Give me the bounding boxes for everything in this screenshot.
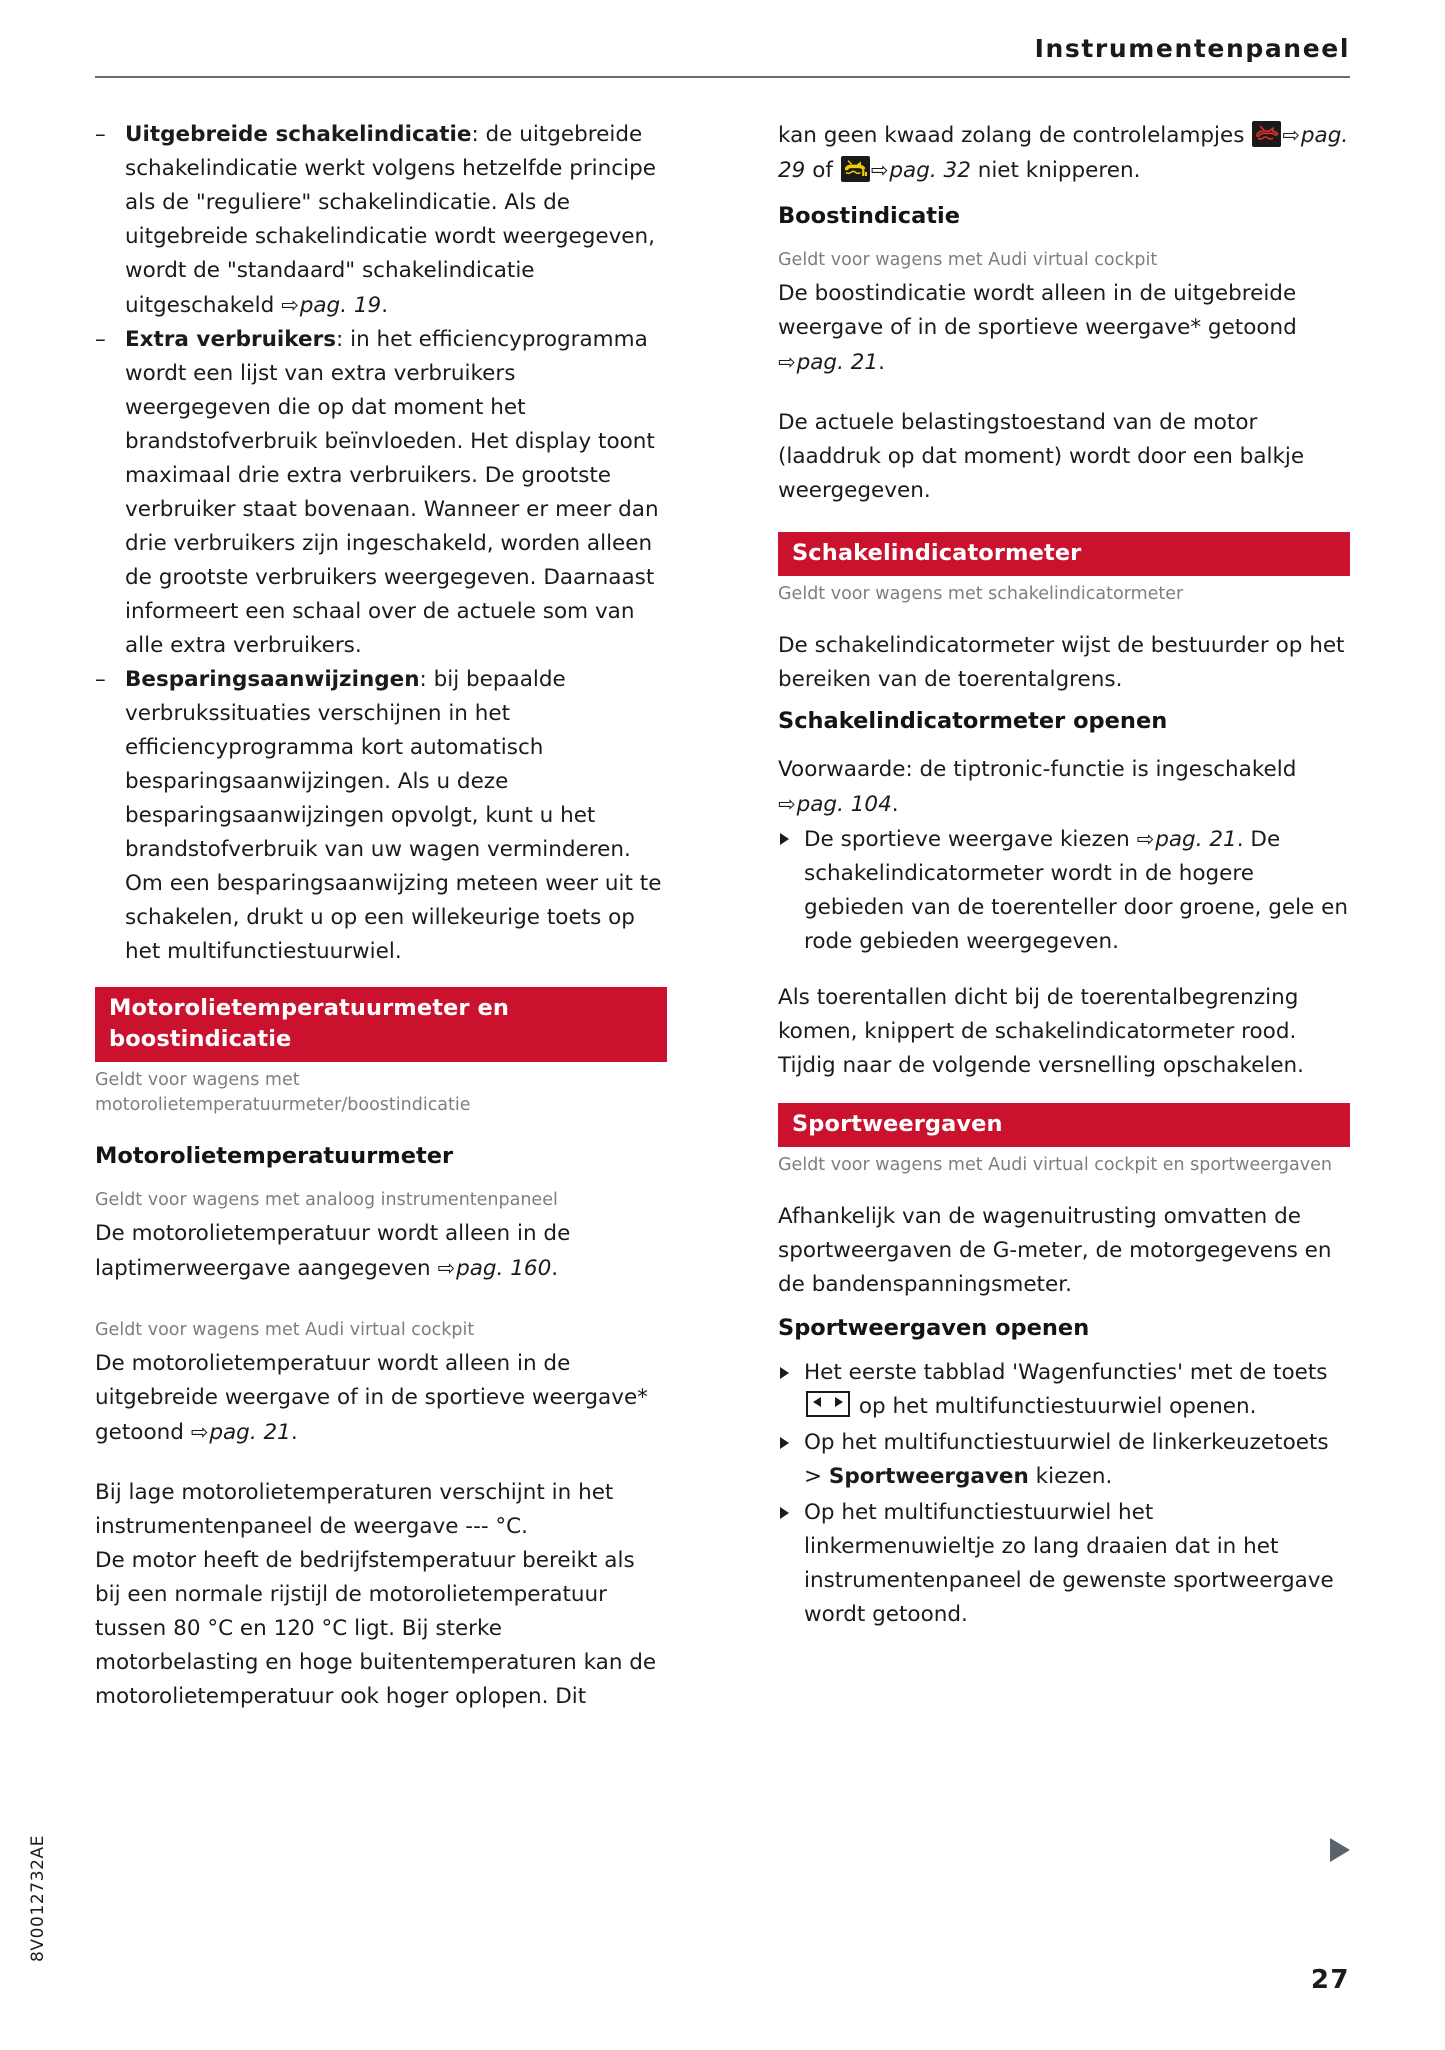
paragraph-text: De motorolietemperatuur wordt alleen in de uitgebreide weergave of in de sportieve weergave* getoond: [95, 1351, 648, 1445]
paragraph: De actuele belastingstoestand van de motor (laaddruk op dat moment) wordt door een balkje weergegeven.: [778, 410, 1305, 503]
continuation-triangle-icon: [1330, 1838, 1350, 1862]
instruction-text: Het eerste tabblad 'Wagenfuncties' met de toets: [804, 1360, 1328, 1385]
triangle-bullet-icon: [780, 1507, 789, 1519]
cross-reference-arrow-icon: ⇨: [437, 1256, 456, 1280]
paragraph-text: niet knipperen.: [970, 158, 1141, 183]
page-reference[interactable]: pag. 19: [299, 293, 382, 318]
section-heading-motorolietemperatuurmeter: Motorolietemperatuurmeter en boostindicatie: [95, 987, 667, 1062]
paragraph-text: De motorolietemperatuur wordt alleen in de laptimerweergave aangegeven: [95, 1221, 571, 1281]
paragraph-text: kan geen kwaad zolang de controlelampjes: [778, 123, 1252, 148]
spacer: [778, 380, 1350, 406]
paragraph-tail: .: [290, 1420, 298, 1445]
page-reference[interactable]: pag. 32: [889, 158, 971, 183]
page-reference[interactable]: pag. 29: [778, 123, 1349, 183]
instruction-tail: op het multifunctiestuurwiel openen.: [852, 1394, 1257, 1419]
paragraph-text: of: [805, 158, 840, 183]
paragraph: [95, 1217, 667, 1286]
page-reference[interactable]: pag. 21: [796, 350, 879, 375]
applies-to-note: Geldt voor wagens met Audi virtual cockpit: [778, 250, 1158, 270]
item-tail: .: [381, 293, 389, 318]
term-label: Uitgebreide schakelindicatie: [125, 122, 472, 147]
paragraph-text: Voorwaarde: de tiptronic-functie is ingeschakeld: [778, 757, 1297, 782]
list-item: [778, 822, 1350, 959]
paragraph-continued: [778, 118, 1350, 188]
oil-can-red-icon: [1252, 121, 1281, 147]
cross-reference-arrow-icon: ⇨: [870, 158, 889, 182]
page-header: [95, 34, 1350, 78]
feature-dash-list: [95, 118, 667, 969]
item-body: : bij bepaalde verbrukssituaties verschijnen in het efficiencyprogramma kort automatisch besparingsaanwijzingen. Als u deze besparingsaanwijzingen opvolgt, kunt u het brandstofverbruik van uw wagen verminderen. Om een besparingsaanwijzing meteen weer uit te schakelen, drukt u op een willekeurige toets op het multifunctiestuurwiel.: [125, 667, 662, 964]
left-column: [95, 118, 667, 1714]
item-body: : in het efficiencyprogramma wordt een lijst van extra verbruikers weergegeven die op dat moment het brandstofverbruik beïnvloeden. Het display toont maximaal drie extra verbruikers. De grootste verbruiker staat bovenaan. Wanneer er meer dan drie verbruikers zijn ingeschakeld, worden alleen de grootste verbruikers weergegeven. Daarnaast informeert een schaal over de actuele som van alle extra verbruikers.: [125, 327, 659, 658]
list-item: [95, 323, 667, 663]
instruction-list: [778, 1356, 1350, 1632]
spacer: [95, 1286, 667, 1312]
subheading-motorolietemperatuurmeter: Motorolietemperatuurmeter: [95, 1143, 454, 1169]
instruction-tail: . De schakelindicatormeter wordt in de hogere gebieden van de toerenteller door groene, gele en rode gebieden weergegeven.: [804, 827, 1348, 954]
list-item: [95, 663, 667, 969]
applies-to-note: Geldt voor wagens met schakelindicatormeter: [778, 584, 1184, 604]
document-part-number: 8V0012732AE: [28, 1834, 48, 1962]
right-arrow-glyph: [835, 1397, 843, 1407]
instruction-tail: kiezen.: [1028, 1464, 1113, 1489]
paragraph-text: De boostindicatie wordt alleen in de uitgebreide weergave of in de sportieve weergave* getoond: [778, 281, 1297, 340]
header-divider: [95, 76, 1350, 78]
list-item: [778, 1496, 1350, 1632]
dash-marker: –: [95, 667, 106, 692]
term-label: Besparingsaanwijzingen: [125, 667, 420, 692]
subheading-schakelindicatormeter-openen: Schakelindicatormeter openen: [778, 708, 1168, 734]
paragraph: [95, 1347, 667, 1450]
paragraph: Als toerentallen dicht bij de toerentalbegrenzing komen, knippert de schakelindicatormeter rood. Tijdig naar de volgende versnelling opschakelen.: [778, 985, 1305, 1078]
cross-reference-arrow-icon: ⇨: [190, 1420, 209, 1444]
dash-marker: –: [95, 327, 106, 352]
paragraph: [778, 753, 1350, 822]
spacer: [95, 1450, 667, 1476]
page-reference[interactable]: pag. 21: [1155, 827, 1237, 852]
page-reference[interactable]: pag. 160: [456, 1256, 552, 1281]
paragraph-tail: .: [551, 1256, 559, 1281]
list-item: [778, 1426, 1350, 1494]
left-arrow-glyph: [813, 1397, 821, 1407]
cross-reference-arrow-icon: ⇨: [778, 350, 796, 374]
paragraph: Bij lage motorolietemperaturen verschijnt in het instrumentenpaneel de weergave --- °C.: [95, 1480, 614, 1539]
paragraph-tail: .: [878, 350, 885, 375]
cross-reference-arrow-icon: ⇨: [1136, 827, 1155, 851]
paragraph-tail: .: [891, 792, 899, 817]
list-item: [95, 118, 667, 323]
triangle-bullet-icon: [780, 833, 789, 845]
paragraph: [778, 277, 1350, 380]
cross-reference-arrow-icon: ⇨: [778, 792, 796, 816]
cross-reference-arrow-icon: ⇨: [1282, 123, 1300, 147]
applies-to-note: Geldt voor wagens met analoog instrumentenpaneel: [95, 1190, 558, 1210]
page-number: 27: [1310, 1965, 1350, 1995]
instruction-list: [778, 822, 1350, 959]
applies-to-note: Geldt voor wagens met Audi virtual cockpit: [95, 1320, 475, 1340]
instruction-text: De sportieve weergave kiezen: [804, 827, 1137, 852]
list-item: [778, 1356, 1350, 1424]
item-body: : de uitgebreide schakelindicatie werkt volgens hetzelfde principe als de "reguliere" schakelindicatie. Als de uitgebreide schakelindicatie wordt weergegeven, wordt de "standaard" schakelindicatie uitgeschakeld: [125, 122, 656, 318]
page-reference[interactable]: pag. 21: [209, 1420, 291, 1445]
subheading-boostindicatie: Boostindicatie: [778, 203, 961, 229]
instruction-text: Op het multifunctiestuurwiel de linkerkeuzetoets >: [804, 1430, 1329, 1489]
page-reference[interactable]: pag. 104: [796, 792, 892, 817]
paragraph: De schakelindicatormeter wijst de bestuurder op het bereiken van de toerentalgrens.: [778, 633, 1345, 692]
page-title: Instrumentenpaneel: [1034, 34, 1350, 63]
paragraph: Afhankelijk van de wagenuitrusting omvatten de sportweergaven de G-meter, de motorgegevens en de bandenspanningsmeter.: [778, 1204, 1332, 1297]
section-heading-sportweergaven: Sportweergaven: [778, 1103, 1350, 1147]
right-column: [778, 118, 1350, 1654]
left-right-arrow-key-icon: [806, 1391, 850, 1417]
instruction-text: Op het multifunctiestuurwiel het linkermenuwieltje zo lang draaien dat in het instrumentenpaneel de gewenste sportweergave wordt getoond.: [804, 1500, 1334, 1627]
paragraph: De motor heeft de bedrijfstemperatuur bereikt als bij een normale rijstijl de motorolietemperatuur tussen 80 °C en 120 °C ligt. Bij sterke motorbelasting en hoge buitentemperaturen kan de motorolietemperatuur ook hoger oplopen. Dit: [95, 1548, 657, 1709]
applies-to-note: Geldt voor wagens met motorolietemperatuurmeter/boostindicatie: [95, 1070, 471, 1115]
section-heading-schakelindicatormeter: Schakelindicatormeter: [778, 532, 1350, 576]
applies-to-note: Geldt voor wagens met Audi virtual cockpit en sportweergaven: [778, 1155, 1332, 1175]
menu-path-label[interactable]: Sportweergaven: [828, 1464, 1029, 1489]
cross-reference-arrow-icon: ⇨: [281, 293, 299, 317]
subheading-sportweergaven-openen: Sportweergaven openen: [778, 1315, 1090, 1341]
dash-marker: –: [95, 122, 106, 147]
term-label: Extra verbruikers: [125, 327, 337, 352]
triangle-bullet-icon: [780, 1367, 789, 1379]
triangle-bullet-icon: [780, 1437, 789, 1449]
oil-can-yellow-icon: [841, 156, 870, 182]
